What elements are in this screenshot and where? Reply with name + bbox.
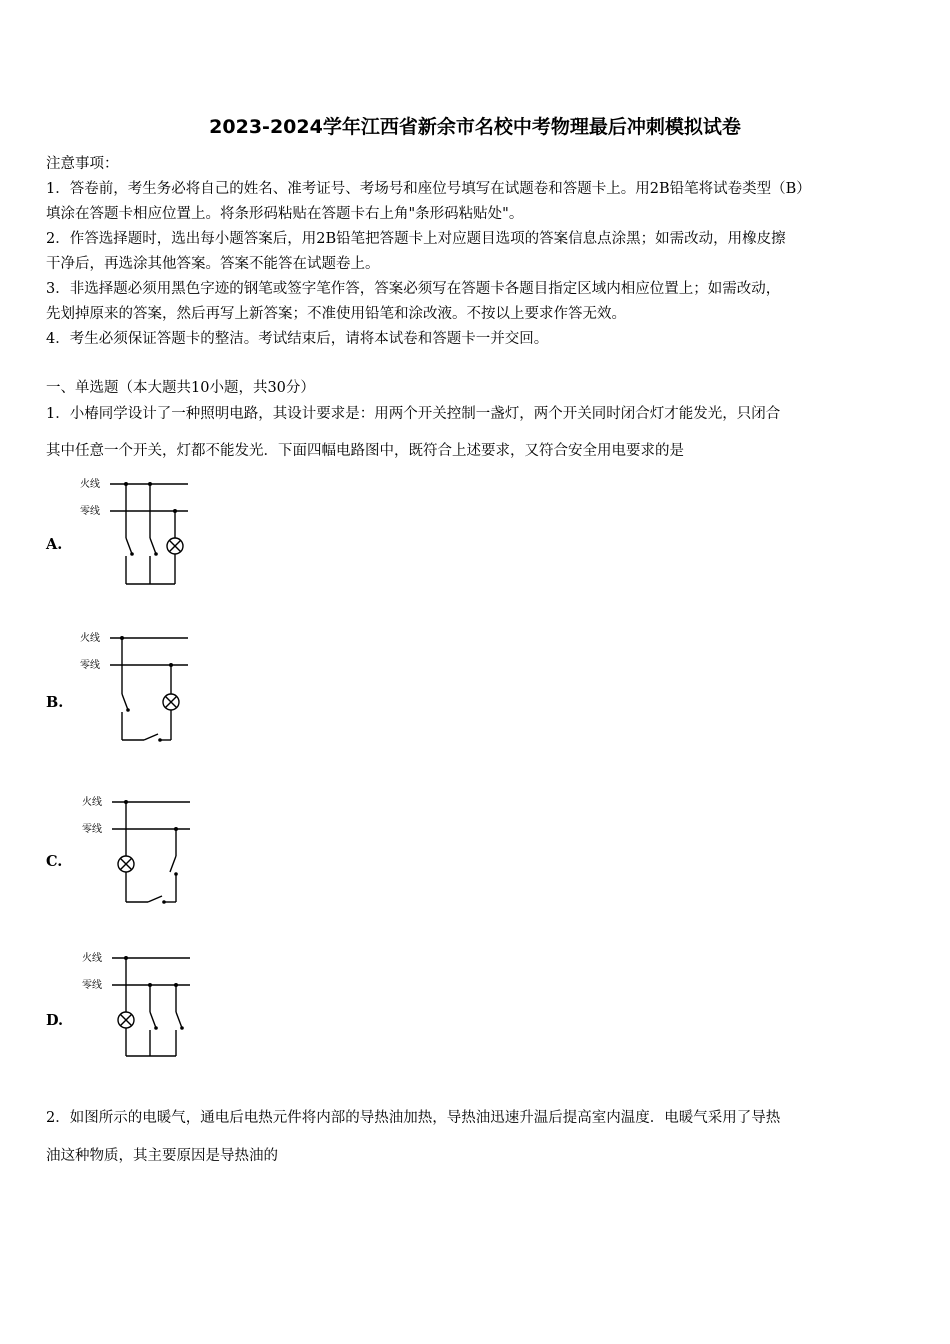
question-1-text: 1．小椿同学设计了一种照明电路，其设计要求是：用两个开关控制一盏灯，两个开关同时闭合灯才能发光，只闭合	[46, 406, 781, 422]
option-c-label: C.	[46, 853, 63, 870]
notice-line: 3．非选择题必须用黑色字迹的钢笔或签字笔作答，答案必须写在答题卡各题目指定区域内相应位置上；如需改动，	[46, 281, 781, 297]
neutral-wire-label: 零线	[82, 980, 102, 991]
section-heading: 一、单选题（本大题共10小题，共30分）	[46, 380, 315, 396]
notice-line: 先划掉原来的答案，然后再写上新答案；不准使用铅笔和涂改液。不按以上要求作答无效。	[46, 306, 626, 322]
lamp-icon	[118, 856, 134, 872]
live-wire-label: 火线	[80, 633, 100, 644]
notice-line: 4．考生必须保证答题卡的整洁。考试结束后，请将本试卷和答题卡一并交回。	[46, 331, 549, 347]
page-title: 2023-2024学年江西省新余市名校中考物理最后冲刺模拟试卷	[209, 116, 741, 138]
lamp-icon	[118, 1012, 134, 1028]
circuit-diagram-b	[78, 628, 193, 748]
live-wire-label: 火线	[80, 479, 100, 490]
question-2-text: 油这种物质，其主要原因是导热油的	[46, 1148, 278, 1164]
option-d-label: D.	[46, 1012, 64, 1029]
neutral-wire-label: 零线	[80, 506, 100, 517]
lamp-icon	[167, 538, 183, 554]
neutral-wire-label: 零线	[80, 660, 100, 671]
circuit-diagram-c	[78, 792, 193, 910]
question-2-text: 2．如图所示的电暖气，通电后电热元件将内部的导热油加热，导热油迅速升温后提高室内温度．电暖气采用了导热	[46, 1110, 781, 1126]
circuit-diagram-d	[78, 948, 193, 1063]
neutral-wire-label: 零线	[82, 824, 102, 835]
option-b-label: B.	[46, 694, 64, 711]
lamp-icon	[163, 694, 179, 710]
live-wire-label: 火线	[82, 953, 102, 964]
circuit-diagram-a	[78, 474, 193, 589]
notice-line: 填涂在答题卡相应位置上。将条形码粘贴在答题卡右上角"条形码粘贴处"。	[46, 206, 524, 222]
notice-line: 1．答卷前，考生务必将自己的姓名、准考证号、考场号和座位号填写在试题卷和答题卡上。用2B铅笔将试卷类型（B）	[46, 181, 811, 197]
live-wire-label: 火线	[82, 797, 102, 808]
notice-line: 干净后，再选涂其他答案。答案不能答在试题卷上。	[46, 256, 380, 272]
option-a-label: A.	[46, 536, 63, 553]
notice-line: 2．作答选择题时，选出每小题答案后，用2B铅笔把答题卡上对应题目选项的答案信息点涂黑；如需改动，用橡皮擦	[46, 231, 786, 247]
notice-heading: 注意事项：	[46, 156, 119, 172]
question-1-text: 其中任意一个开关，灯都不能发光．下面四幅电路图中，既符合上述要求，又符合安全用电要求的是	[46, 443, 684, 459]
